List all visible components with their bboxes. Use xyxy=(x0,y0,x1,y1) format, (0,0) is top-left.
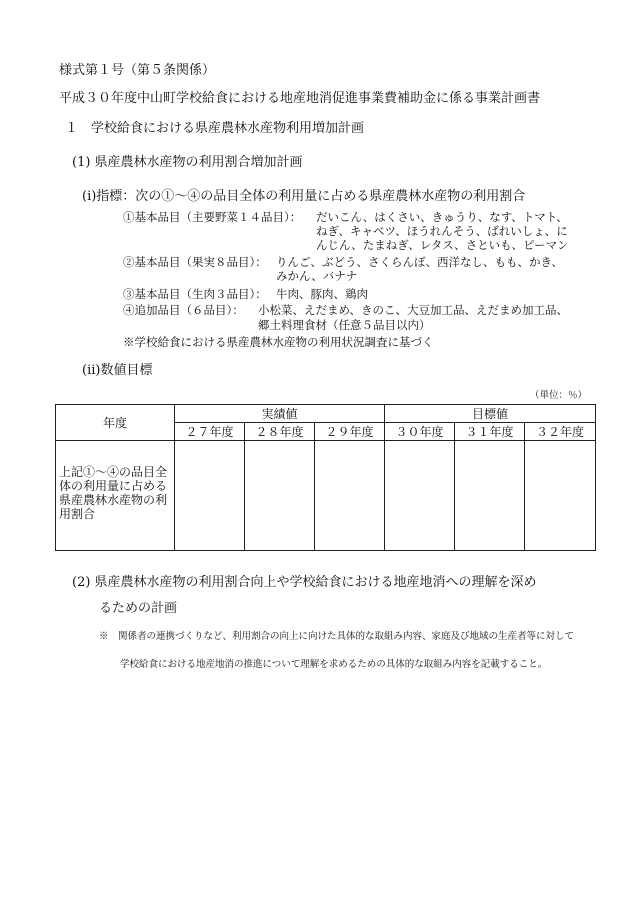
unit-label: （単位：％） xyxy=(530,390,588,401)
year-h28: ２８年度 xyxy=(245,423,315,441)
item-2-line-1: りんご、ぶどう、さくらんぼ、西洋なし、もも、かき、 xyxy=(276,255,564,269)
year-h31: ３１年度 xyxy=(455,423,525,441)
target-header: 目標値 xyxy=(385,405,596,423)
item-1-line-3: んじん、たまねぎ、レタス、さといも、ピーマン xyxy=(316,238,569,252)
year-header: 年度 xyxy=(56,405,175,441)
value-h27[interactable] xyxy=(175,441,245,551)
item-4-label: ④追加品目（６品目）： xyxy=(123,303,244,317)
survey-note: ※学校給食における県産農林水産物の利用状況調査に基づく xyxy=(123,335,434,349)
value-h28[interactable] xyxy=(245,441,315,551)
form-number: 様式第１号（第５条関係） xyxy=(59,63,216,78)
subsection-1-heading: (1) 県産農林水産物の利用割合増加計画 xyxy=(72,155,303,170)
section-1-heading: １ 学校給食における県産農林水産物利用増加計画 xyxy=(65,121,365,136)
item-1-line-2: ねぎ、キャベツ、ほうれんそう、ばれいしょ、に xyxy=(316,224,568,238)
year-h32: ３２年度 xyxy=(525,423,596,441)
subsection-2-heading-line-2: るための計画 xyxy=(99,601,178,616)
item-1-line-1: だいこん、はくさい、きゅうり、なす、トマト、 xyxy=(316,210,568,224)
item-2-line-2: みかん、バナナ xyxy=(276,269,358,283)
actual-header: 実績値 xyxy=(175,405,385,423)
item-3-line-1: 牛肉、豚肉、鶏肉 xyxy=(276,287,368,301)
item-4-line-2: 郷土料理食材（任意５品目以内） xyxy=(258,318,431,332)
item-3-label: ③基本品目（生肉３品目）： xyxy=(123,287,267,301)
row-label: 上記①〜④の品目全体の利用量に占める県産農林水産物の利用割合 xyxy=(56,441,175,551)
value-h30[interactable] xyxy=(385,441,455,551)
item-2-label: ②基本品目（果実８品目）： xyxy=(123,255,267,269)
document-title: 平成３０年度中山町学校給食における地産地消促進事業費補助金に係る事業計画書 xyxy=(59,91,541,106)
value-h29[interactable] xyxy=(315,441,385,551)
year-h27: ２７年度 xyxy=(175,423,245,441)
plan-note-line-1: ※ 関係者の連携づくりなど、利用割合の向上に向けた具体的な取組み内容、家庭及び地域の生産者等に対して xyxy=(99,631,575,642)
item-4-line-1: 小松菜、えだまめ、きのこ、大豆加工品、えだまめ加工品、 xyxy=(258,303,569,317)
year-h30: ３０年度 xyxy=(385,423,455,441)
subsection-2-heading-line-1: (2) 県産農林水産物の利用割合向上や学校給食における地産地消への理解を深め xyxy=(72,575,537,590)
value-h32[interactable] xyxy=(525,441,596,551)
year-h29: ２９年度 xyxy=(315,423,385,441)
item-1-label: ①基本品目（主要野菜１４品目）： xyxy=(123,210,302,224)
target-table xyxy=(55,404,596,551)
plan-note-line-2: 学校給食における地産地消の推進について理解を求めるための具体的な取組み内容を記載すること。 xyxy=(120,659,548,670)
indicator-text: (ⅰ)指標：次の①〜④の品目全体の利用量に占める県産農林水産物の利用割合 xyxy=(82,189,526,204)
target-heading: (ⅱ)数値目標 xyxy=(82,363,153,378)
value-h31[interactable] xyxy=(455,441,525,551)
